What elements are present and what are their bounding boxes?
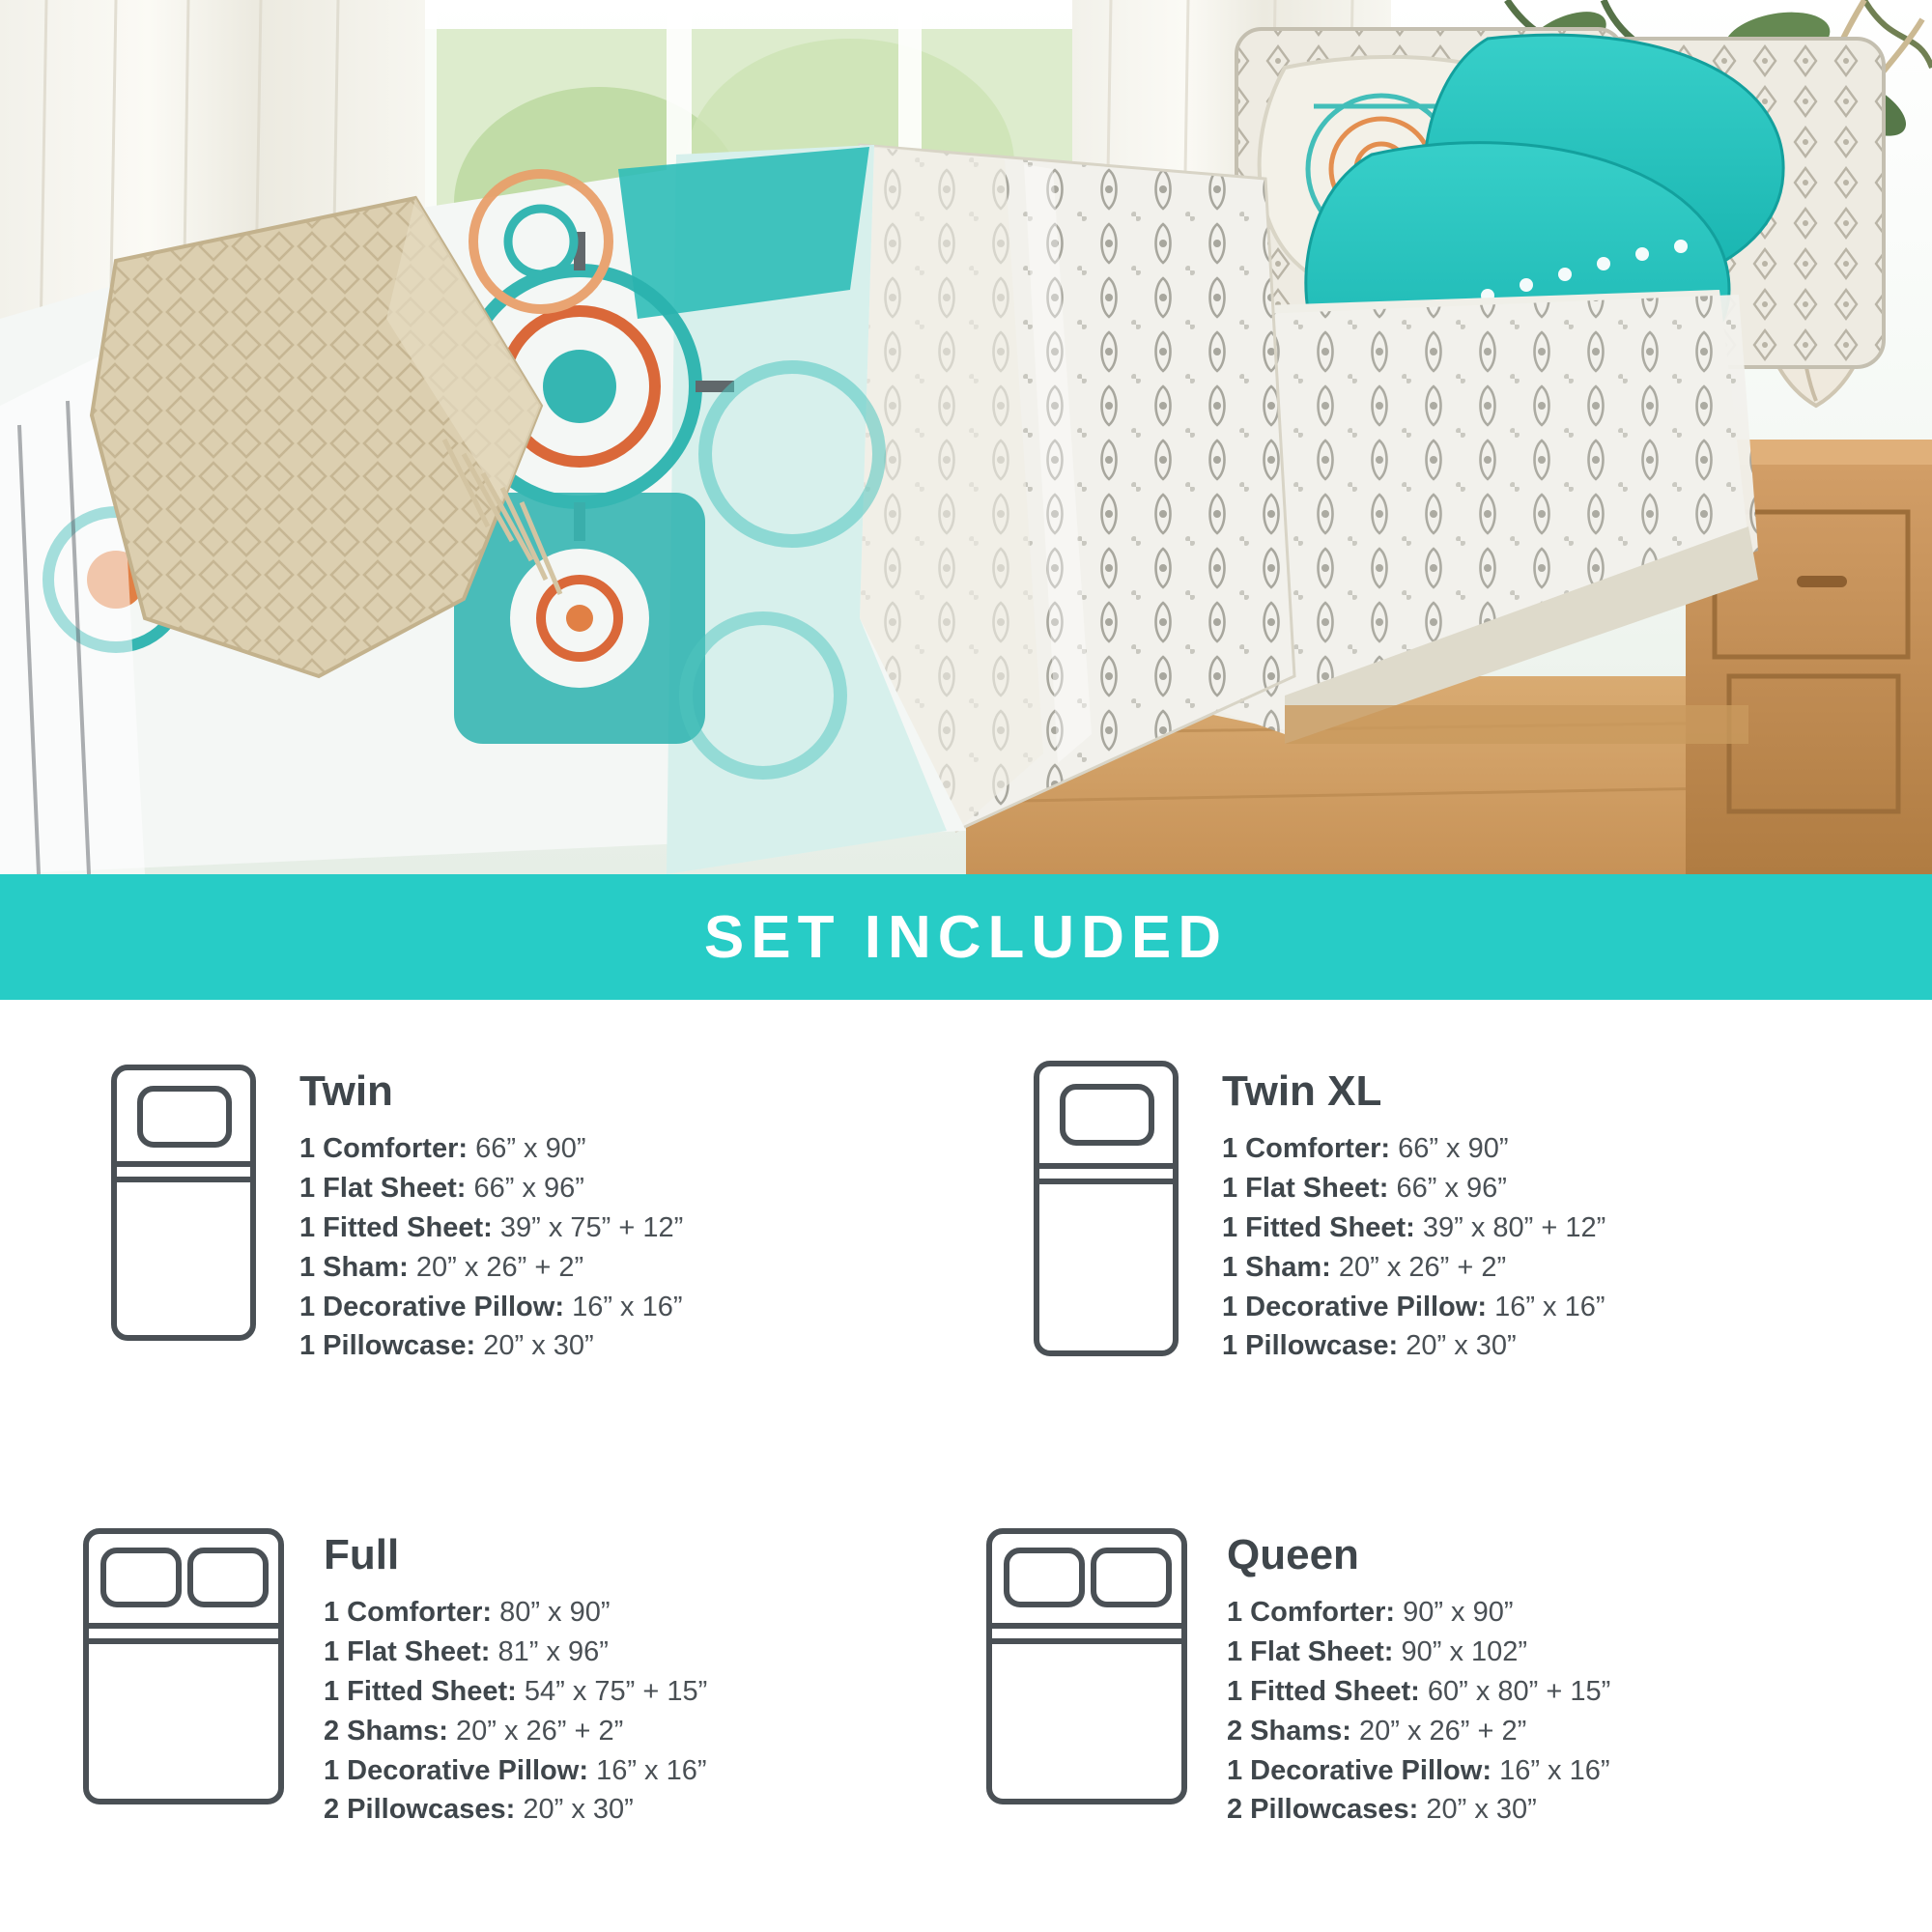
spec-line: 1 Comforter: 66” x 90” [299,1133,586,1164]
spec-line: 1 Pillowcase: 20” x 30” [1222,1330,1517,1362]
spec-line: 1 Fitted Sheet: 60” x 80” + 15” [1227,1675,1611,1707]
spec-line: 1 Comforter: 80” x 90” [324,1597,611,1628]
double-bed-icon [72,1521,295,1811]
spec-line: 1 Fitted Sheet: 39” x 75” + 12” [299,1211,684,1243]
spec-line: 1 Fitted Sheet: 54” x 75” + 15” [324,1675,708,1707]
spec-title: Full [324,1531,400,1578]
spec-line: 1 Sham: 20” x 26” + 2” [299,1251,584,1283]
banner-title: SET INCLUDED [703,903,1229,971]
spec-line: 1 Flat Sheet: 90” x 102” [1227,1635,1528,1667]
set-included-banner [0,874,1932,1000]
spec-line: 1 Decorative Pillow: 16” x 16” [1227,1754,1610,1786]
spec-body [324,1521,707,1830]
spec-body [299,1058,683,1366]
spec-line: 1 Pillowcase: 20” x 30” [299,1330,594,1362]
bedroom-hero-photo [0,0,1932,874]
spec-line: 2 Pillowcases: 20” x 30” [324,1794,634,1826]
spec-line: 1 Comforter: 90” x 90” [1227,1597,1514,1628]
spec-line: 2 Shams: 20” x 26” + 2” [1227,1715,1527,1747]
spec-title: Queen [1227,1531,1359,1578]
spec-line: 1 Flat Sheet: 81” x 96” [324,1635,609,1667]
spec-line: 1 Decorative Pillow: 16” x 16” [299,1291,683,1322]
spec-line: 1 Flat Sheet: 66” x 96” [299,1172,584,1204]
spec-title: Twin XL [1222,1067,1382,1115]
spec-line: 1 Decorative Pillow: 16” x 16” [1222,1291,1605,1322]
spec-cell-queen [976,1521,1610,1830]
spec-line: 1 Sham: 20” x 26” + 2” [1222,1251,1507,1283]
hero-illustration [0,0,1932,874]
spec-line: 1 Flat Sheet: 66” x 96” [1222,1172,1507,1204]
double-bed-icon [976,1521,1198,1811]
single-bed-icon [1019,1058,1193,1367]
spec-title: Twin [299,1067,393,1115]
single-bed-icon [97,1058,270,1348]
set-specifications-grid [0,1000,1932,1932]
spec-body [1227,1521,1610,1830]
spec-line: 1 Comforter: 66” x 90” [1222,1133,1509,1164]
spec-line: 1 Decorative Pillow: 16” x 16” [324,1754,707,1786]
spec-line: 1 Fitted Sheet: 39” x 80” + 12” [1222,1211,1606,1243]
spec-cell-twin-xl [1019,1058,1605,1367]
spec-cell-full [72,1521,707,1830]
spec-cell-twin [97,1058,683,1366]
spec-body [1222,1058,1605,1366]
spec-line: 2 Shams: 20” x 26” + 2” [324,1715,624,1747]
spec-line: 2 Pillowcases: 20” x 30” [1227,1794,1537,1826]
